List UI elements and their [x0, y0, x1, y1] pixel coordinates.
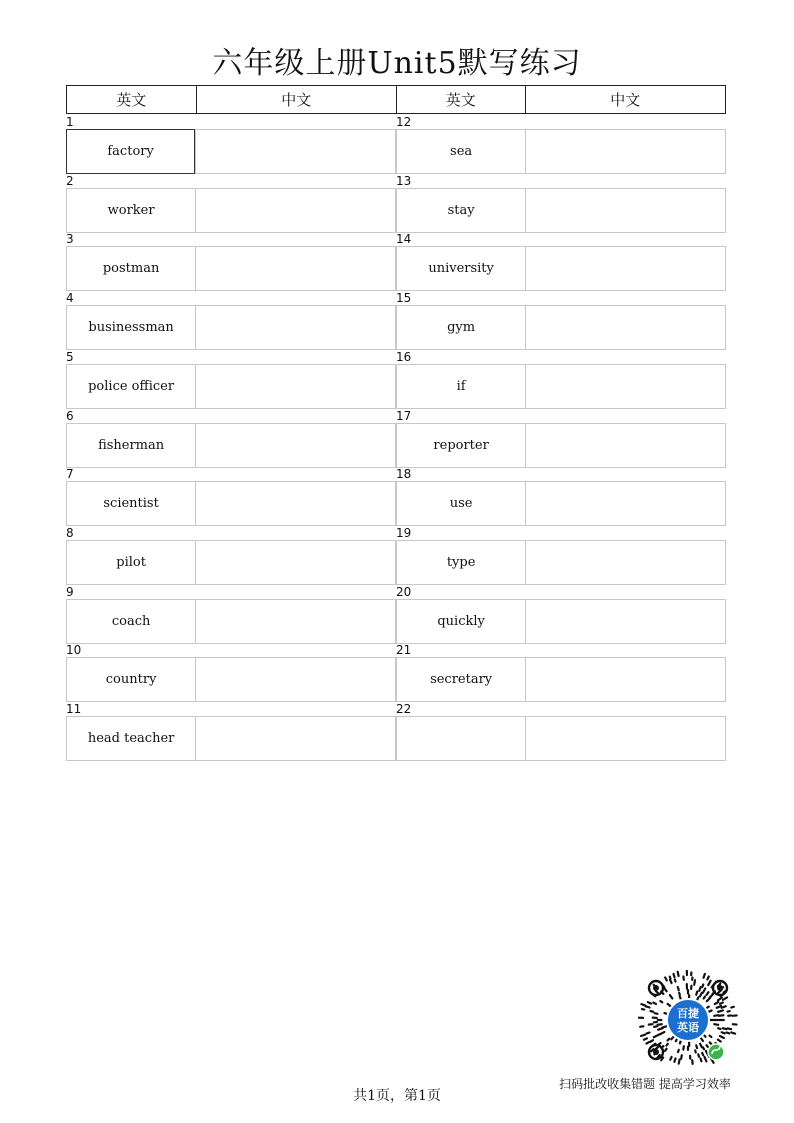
qr-dash — [647, 1032, 650, 1033]
vocab-item — [396, 644, 726, 702]
item-number: 12 — [396, 115, 412, 129]
vocab-item — [66, 410, 396, 468]
item-row — [396, 188, 726, 233]
item-number: 20 — [396, 584, 412, 599]
vocab-item — [396, 292, 726, 350]
item-number: 16 — [396, 349, 412, 364]
item-row — [396, 364, 726, 409]
english-word: secretary — [430, 672, 493, 688]
item-number: 22 — [396, 702, 412, 716]
qr-dash — [670, 977, 671, 979]
vocab-item — [396, 586, 726, 644]
item-row — [66, 657, 396, 702]
qr-caption: 扫码批改收集错题 提高学习效率 — [559, 1077, 731, 1091]
item-number: 4 — [66, 291, 74, 306]
qr-dash — [670, 995, 672, 998]
qr-dash — [728, 1028, 732, 1029]
english-word: university — [428, 261, 494, 277]
item-number: 6 — [66, 408, 74, 423]
item-number: 19 — [396, 525, 412, 540]
qr-dash — [678, 972, 679, 976]
item-row — [396, 246, 726, 291]
qr-dash — [702, 1053, 703, 1055]
item-number: 3 — [66, 232, 74, 247]
item-row — [66, 481, 396, 526]
vocab-item — [396, 351, 726, 409]
qr-dash — [700, 1044, 702, 1048]
chinese-answer-cell[interactable] — [195, 424, 395, 467]
qr-dash — [656, 991, 658, 993]
item-number: 11 — [66, 702, 82, 716]
qr-dash — [644, 1038, 647, 1039]
vocab-item — [396, 527, 726, 585]
chinese-answer-cell[interactable] — [525, 600, 725, 643]
qr-dash — [679, 993, 680, 995]
qr-dash — [654, 1026, 657, 1027]
qr-dash — [722, 1032, 725, 1033]
english-word: police officer — [88, 378, 175, 394]
qr-dash — [723, 1028, 727, 1029]
english-word: if — [456, 378, 466, 394]
qr-dash — [655, 1013, 658, 1014]
item-row — [396, 657, 726, 702]
qr-dash — [667, 1039, 669, 1041]
chinese-answer-cell[interactable] — [525, 247, 725, 290]
item-number: 14 — [396, 232, 412, 247]
qr-dash — [670, 1057, 671, 1060]
qr-dash — [676, 1039, 677, 1041]
item-number: 5 — [66, 349, 74, 364]
qr-dash — [650, 1040, 653, 1042]
item-row — [66, 246, 396, 291]
qr-dash — [658, 1028, 663, 1029]
chinese-answer-cell[interactable] — [525, 130, 725, 173]
qr-dash — [723, 997, 727, 999]
item-row — [66, 188, 396, 233]
chinese-answer-cell[interactable] — [525, 717, 725, 760]
header-english-1: 英文 — [116, 91, 147, 109]
qr-dash — [665, 977, 667, 980]
english-word: sea — [450, 144, 473, 159]
qr-dash — [699, 987, 700, 991]
english-word: type — [446, 554, 476, 570]
page-footer: 共1页，第1页 — [353, 1088, 441, 1104]
english-word: pilot — [116, 554, 146, 570]
qr-dash — [700, 1058, 701, 1061]
item-number: 15 — [396, 291, 412, 306]
item-number: 9 — [66, 584, 74, 599]
qr-dash — [664, 1013, 666, 1014]
qr-dash — [703, 1047, 704, 1049]
vocab-item — [396, 175, 726, 233]
qr-dash — [720, 1036, 724, 1038]
item-row — [66, 364, 396, 409]
item-number: 13 — [396, 173, 412, 188]
vocab-item — [396, 116, 726, 174]
item-row — [396, 599, 726, 644]
qr-dash — [704, 997, 705, 999]
vocab-item — [66, 292, 396, 350]
item-number: 1 — [66, 115, 74, 129]
qr-dash — [704, 974, 705, 978]
english-word: worker — [107, 202, 155, 218]
item-number: 21 — [396, 643, 412, 658]
english-word: coach — [111, 613, 151, 629]
qr-dash — [678, 987, 679, 990]
chinese-answer-cell[interactable] — [195, 189, 395, 232]
qr-dash — [641, 1004, 645, 1005]
english-word: gym — [447, 320, 476, 336]
item-number: 17 — [396, 408, 412, 423]
qr-dash — [726, 1032, 729, 1033]
chinese-answer-cell[interactable] — [525, 424, 725, 467]
qr-logo — [667, 999, 709, 1041]
english-word: use — [449, 496, 473, 512]
chinese-answer-cell[interactable] — [195, 600, 395, 643]
item-number: 8 — [66, 525, 74, 540]
qr-dash — [674, 974, 675, 977]
qr-dash — [704, 1057, 706, 1061]
chinese-answer-cell[interactable] — [195, 717, 395, 760]
qr-dash — [731, 1007, 734, 1008]
item-row — [66, 129, 396, 174]
chinese-answer-cell[interactable] — [195, 247, 395, 290]
chinese-answer-cell[interactable] — [525, 189, 725, 232]
qr-dash — [658, 1024, 662, 1025]
qr-dash — [697, 997, 698, 1000]
qr-code-image — [638, 970, 738, 1070]
chinese-answer-cell[interactable] — [525, 306, 725, 349]
vocab-item — [66, 351, 396, 409]
qr-dash — [708, 981, 710, 985]
english-word: postman — [102, 261, 160, 277]
qr-dash — [708, 1011, 711, 1012]
qr-dash — [641, 1035, 645, 1036]
qr-dash — [642, 1009, 644, 1010]
item-row — [396, 481, 726, 526]
qr-dash — [714, 1015, 718, 1016]
vocab-item — [66, 468, 396, 526]
item-row — [396, 540, 726, 585]
item-row — [66, 305, 396, 350]
qr-dash — [695, 1050, 696, 1052]
qr-dash — [698, 1054, 699, 1056]
page-title: 六年级上册Unit5默写练习 — [212, 46, 582, 81]
qr-dash — [666, 1044, 667, 1046]
qr-dash — [680, 996, 681, 999]
qr-dash — [731, 1032, 735, 1033]
qr-dash — [718, 1040, 721, 1042]
qr-dash — [646, 1042, 648, 1043]
chinese-answer-cell[interactable] — [195, 130, 395, 173]
item-row — [66, 716, 396, 761]
chinese-answer-cell[interactable] — [195, 365, 395, 408]
item-row — [396, 305, 726, 350]
qr-finder-dot — [717, 985, 723, 991]
english-word — [397, 717, 525, 760]
qr-dash — [715, 1002, 719, 1004]
qr-finder-dot — [653, 1049, 659, 1055]
item-row — [66, 599, 396, 644]
vocab-item — [66, 116, 396, 174]
qr-dash — [707, 1045, 708, 1047]
vocab-item — [66, 527, 396, 585]
qr-dash — [718, 998, 722, 1001]
qr-dash — [680, 1041, 681, 1044]
english-word: quickly — [437, 613, 485, 629]
item-row — [66, 540, 396, 585]
qr-dash — [681, 1055, 682, 1058]
vocab-item — [396, 468, 726, 526]
vocab-item — [396, 233, 726, 291]
qr-dash — [696, 991, 697, 994]
qr-dash — [648, 1002, 651, 1003]
qr-dash — [694, 980, 695, 984]
qr-dash — [668, 1004, 671, 1006]
qr-dash — [701, 1038, 703, 1041]
item-row — [396, 423, 726, 468]
vocab-item — [396, 410, 726, 468]
header-chinese-1: 中文 — [196, 86, 396, 113]
vocab-item — [66, 644, 396, 702]
item-row — [396, 716, 726, 761]
mini-program-icon — [708, 1044, 724, 1060]
chinese-answer-cell[interactable] — [195, 541, 395, 584]
qr-dash — [654, 1036, 656, 1037]
qr-dash — [719, 1015, 723, 1016]
qr-dash — [678, 1050, 679, 1052]
qr-dash — [683, 1046, 684, 1049]
english-word: fisherman — [98, 437, 165, 453]
qr-dash — [710, 1036, 712, 1037]
qr-dash — [702, 985, 703, 988]
chinese-answer-cell[interactable] — [525, 365, 725, 408]
chinese-answer-cell[interactable] — [195, 306, 395, 349]
qr-dash — [665, 1049, 667, 1051]
qr-dash — [696, 1045, 697, 1048]
header-english-2: 英文 — [396, 86, 525, 113]
qr-code[interactable] — [638, 970, 738, 1070]
qr-dash — [670, 979, 672, 983]
qr-dash — [679, 1060, 680, 1064]
qr-dash — [674, 1058, 675, 1061]
qr-dash — [650, 1011, 653, 1012]
header-chinese-2: 中文 — [525, 86, 725, 113]
item-number: 7 — [66, 467, 74, 482]
item-number: 10 — [66, 643, 82, 658]
english-word: stay — [447, 202, 475, 218]
qr-dash — [707, 992, 709, 995]
chinese-answer-cell[interactable] — [195, 658, 395, 701]
qr-dash — [657, 1034, 660, 1035]
english-word: country — [105, 672, 157, 688]
qr-dash — [675, 979, 676, 981]
qr-dash — [653, 1003, 656, 1004]
english-word: factory — [66, 129, 195, 174]
qr-dash — [707, 976, 708, 979]
qr-dash — [707, 1007, 709, 1008]
qr-dash — [720, 1003, 723, 1004]
item-number: 2 — [66, 173, 74, 188]
vocab-item — [66, 233, 396, 291]
chinese-answer-cell[interactable] — [195, 482, 395, 525]
item-row — [66, 423, 396, 468]
english-word: businessman — [88, 320, 174, 336]
chinese-answer-cell[interactable] — [525, 482, 725, 525]
qr-dash — [700, 993, 702, 996]
qr-dash — [704, 1035, 706, 1037]
item-row — [396, 129, 726, 174]
qr-dash — [718, 1028, 720, 1029]
qr-dash — [660, 1001, 662, 1002]
vocab-item — [66, 703, 396, 761]
qr-dash — [718, 1010, 723, 1011]
qr-dash — [722, 1006, 726, 1008]
table-header — [66, 85, 726, 114]
item-number: 18 — [396, 467, 412, 482]
vocab-item — [396, 703, 726, 761]
vocab-item — [66, 175, 396, 233]
qr-finder-dot — [653, 985, 659, 991]
qr-dash — [671, 1037, 673, 1040]
vocab-item — [66, 586, 396, 644]
qr-dash — [714, 1024, 718, 1025]
english-word: scientist — [103, 496, 159, 512]
chinese-answer-cell[interactable] — [525, 541, 725, 584]
qr-logo-text-2: 英语 — [677, 1021, 699, 1034]
english-word: head teacher — [87, 731, 175, 746]
qr-dash — [717, 1006, 721, 1008]
qr-logo-text-1: 百捷 — [677, 1007, 699, 1020]
chinese-answer-cell[interactable] — [525, 658, 725, 701]
english-word: reporter — [433, 437, 489, 453]
qr-dash — [703, 989, 705, 993]
